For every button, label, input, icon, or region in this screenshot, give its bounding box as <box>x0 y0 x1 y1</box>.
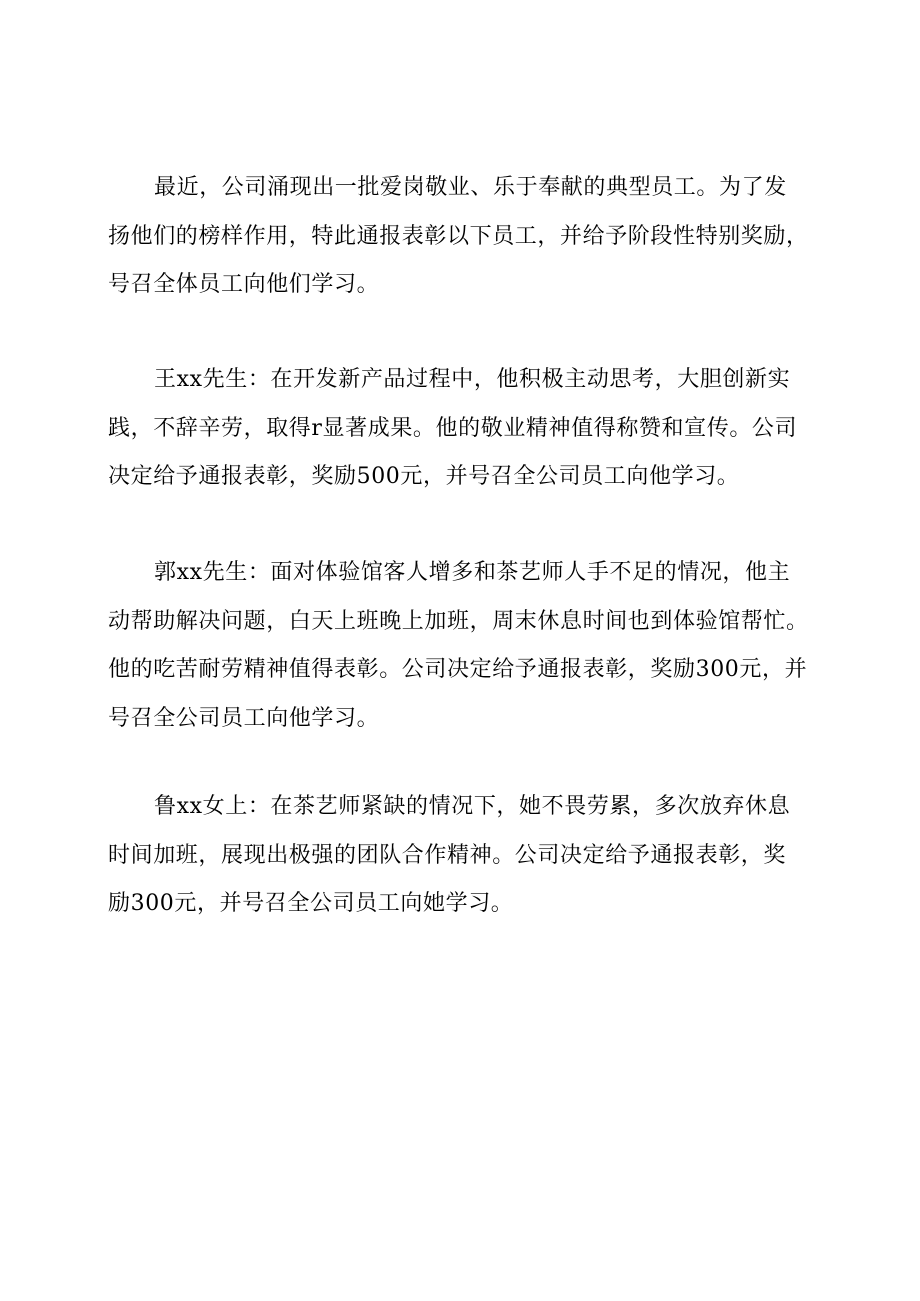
paragraph-line: 最近，公司涌现出一批爱岗敬业、乐于奉献的典型员工。为了发 <box>154 175 787 200</box>
paragraph-line: 号召全体员工向他们学习。 <box>108 272 380 297</box>
paragraph-commendation-wang <box>108 356 820 502</box>
paragraph-line: 王xx先生：在开发新产品过程中，他积极主动思考，大胆创新实 <box>154 367 791 392</box>
paragraph-commendation-guo <box>108 549 820 743</box>
paragraph-line: 时间加班，展现出极强的团队合作精神。公司决定给予通报表彰，奖 <box>108 842 787 868</box>
paragraph-line: 郭xx先生：面对体验馆客人增多和茶艺师人手不足的情况，他主 <box>154 560 791 585</box>
paragraph-line: 他的吃苦耐劳精神值得表彰。公司决定给予通报表彰，奖励300元，并 <box>108 657 808 682</box>
paragraph-commendation-lu <box>108 783 820 929</box>
paragraph-line: 践，不辞辛劳，取得r显著成果。他的敬业精神值得称赞和宣传。公司 <box>108 415 798 441</box>
paragraph-intro <box>108 164 820 310</box>
paragraph-line: 扬他们的榜样作用，特此通报表彰以下员工，并给予阶段性特别奖励， <box>108 223 809 249</box>
paragraph-line: 号召全公司员工向他学习。 <box>108 705 380 731</box>
paragraph-line: 决定给予通报表彰，奖励500元，并号召全公司员工向他学习。 <box>108 464 740 489</box>
paragraph-line: 励300元，并号召全公司员工向她学习。 <box>108 891 514 916</box>
paragraph-line: 动帮助解决问题，白天上班晚上加班，周末休息时间也到体验馆帮忙。 <box>108 608 809 634</box>
paragraph-line: 鲁xx女上：在茶艺师紧缺的情况下，她不畏劳累，多次放弃休息 <box>154 794 791 819</box>
